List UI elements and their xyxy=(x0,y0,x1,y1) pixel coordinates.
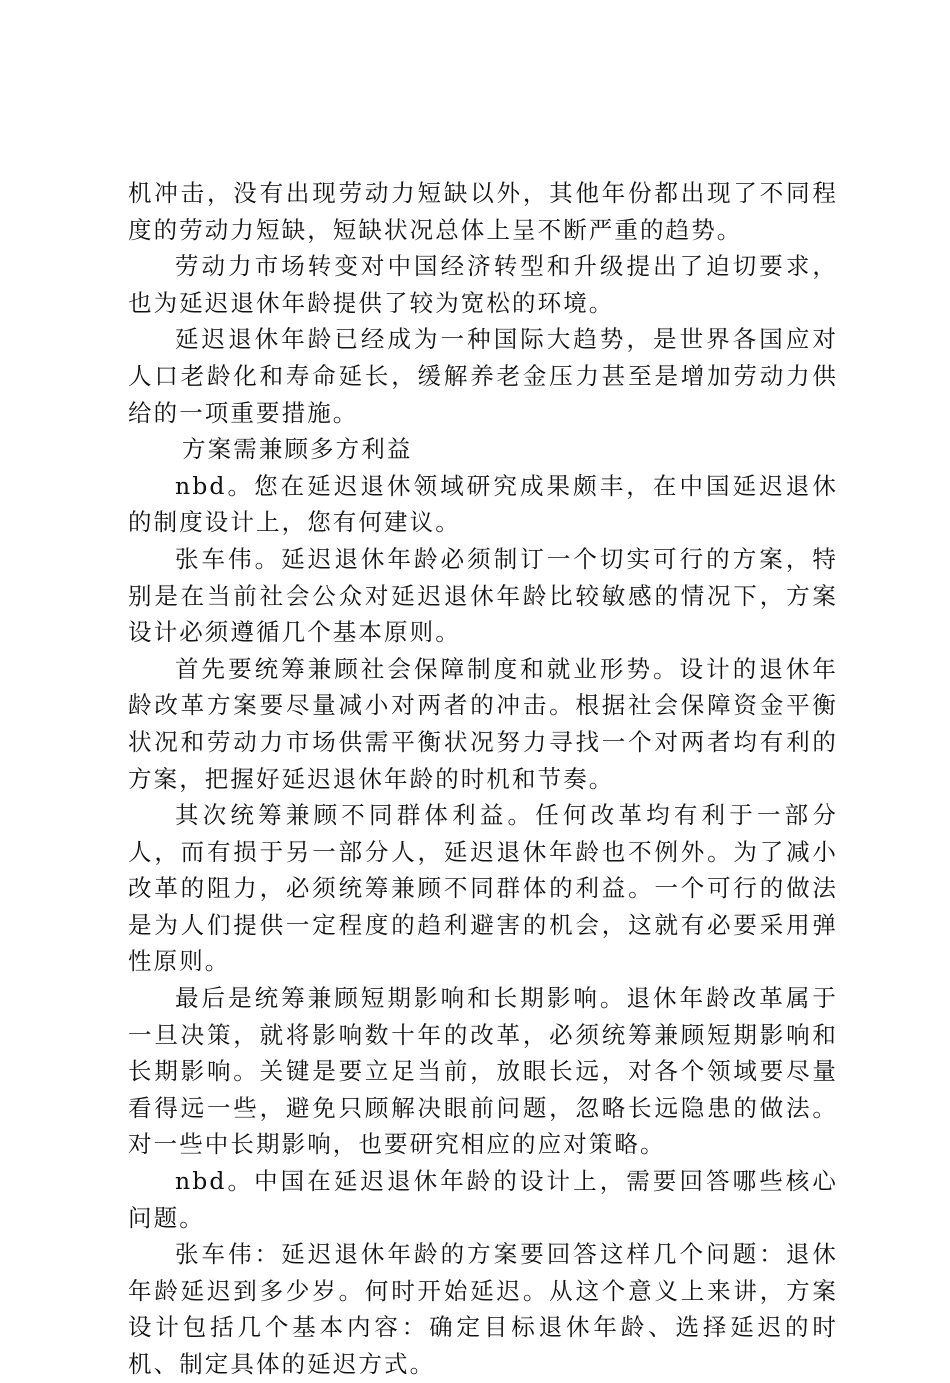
paragraph-answer-principles: 张车伟。延迟退休年龄必须制订一个切实可行的方案，特别是在当前社会公众对延迟退休年龄比较敏感的情况下，方案设计必须遵循几个基本原则。 xyxy=(128,544,838,647)
paragraph-principle-2: 其次统筹兼顾不同群体利益。任何改革均有利于一部分人，而有损于另一部分人，延迟退休年龄也不例外。为了减小改革的阻力，必须统筹兼顾不同群体的利益。一个可行的做法是为人们提供一定程度的趋利避害的机会，这就有必要采用弹性原则。 xyxy=(128,801,838,976)
paragraph-principle-3: 最后是统筹兼顾短期影响和长期影响。退休年龄改革属于一旦决策，就将影响数十年的改革，必须统筹兼顾短期影响和长期影响。关键是要立足当前，放眼长远，对各个领域要尽量看得远一些，避免只顾解决眼前问题，忽略长远隐患的做法。对一些中长期影响，也要研究相应的应对策略。 xyxy=(128,984,838,1159)
document-body xyxy=(128,175,838,1383)
section-heading: 方案需兼顾多方利益 xyxy=(182,435,413,464)
paragraph-question-2: nbd。中国在延迟退休年龄的设计上，需要回答哪些核心问题。 xyxy=(128,1167,838,1232)
paragraph-principle-1: 首先要统筹兼顾社会保障制度和就业形势。设计的退休年龄改革方案要尽量减小对两者的冲击。根据社会保障资金平衡状况和劳动力市场供需平衡状况努力寻找一个对两者均有利的方案，把握好延迟退休年龄的时机和节奏。 xyxy=(128,654,838,793)
paragraph-answer-core-issues: 张车伟：延迟退休年龄的方案要回答这样几个问题：退休年龄延迟到多少岁。何时开始延迟。从这个意义上来讲，方案设计包括几个基本内容：确定目标退休年龄、选择延迟的时机、制定具体的延迟方式。 xyxy=(128,1240,838,1378)
paragraph-question-1: nbd。您在延迟退休领域研究成果颇丰，在中国延迟退休的制度设计上，您有何建议。 xyxy=(128,471,838,537)
paragraph-international-trend: 延迟退休年龄已经成为一种国际大趋势，是世界各国应对人口老龄化和寿命延长，缓解养老金压力甚至是增加劳动力供给的一项重要措施。 xyxy=(128,325,838,427)
paragraph-labor-shortage: 机冲击，没有出现劳动力短缺以外，其他年份都出现了不同程度的劳动力短缺，短缺状况总体上呈不断严重的趋势。 xyxy=(128,179,838,244)
paragraph-labor-market: 劳动力市场转变对中国经济转型和升级提出了迫切要求，也为延迟退休年龄提供了较为宽松的环境。 xyxy=(128,252,838,317)
